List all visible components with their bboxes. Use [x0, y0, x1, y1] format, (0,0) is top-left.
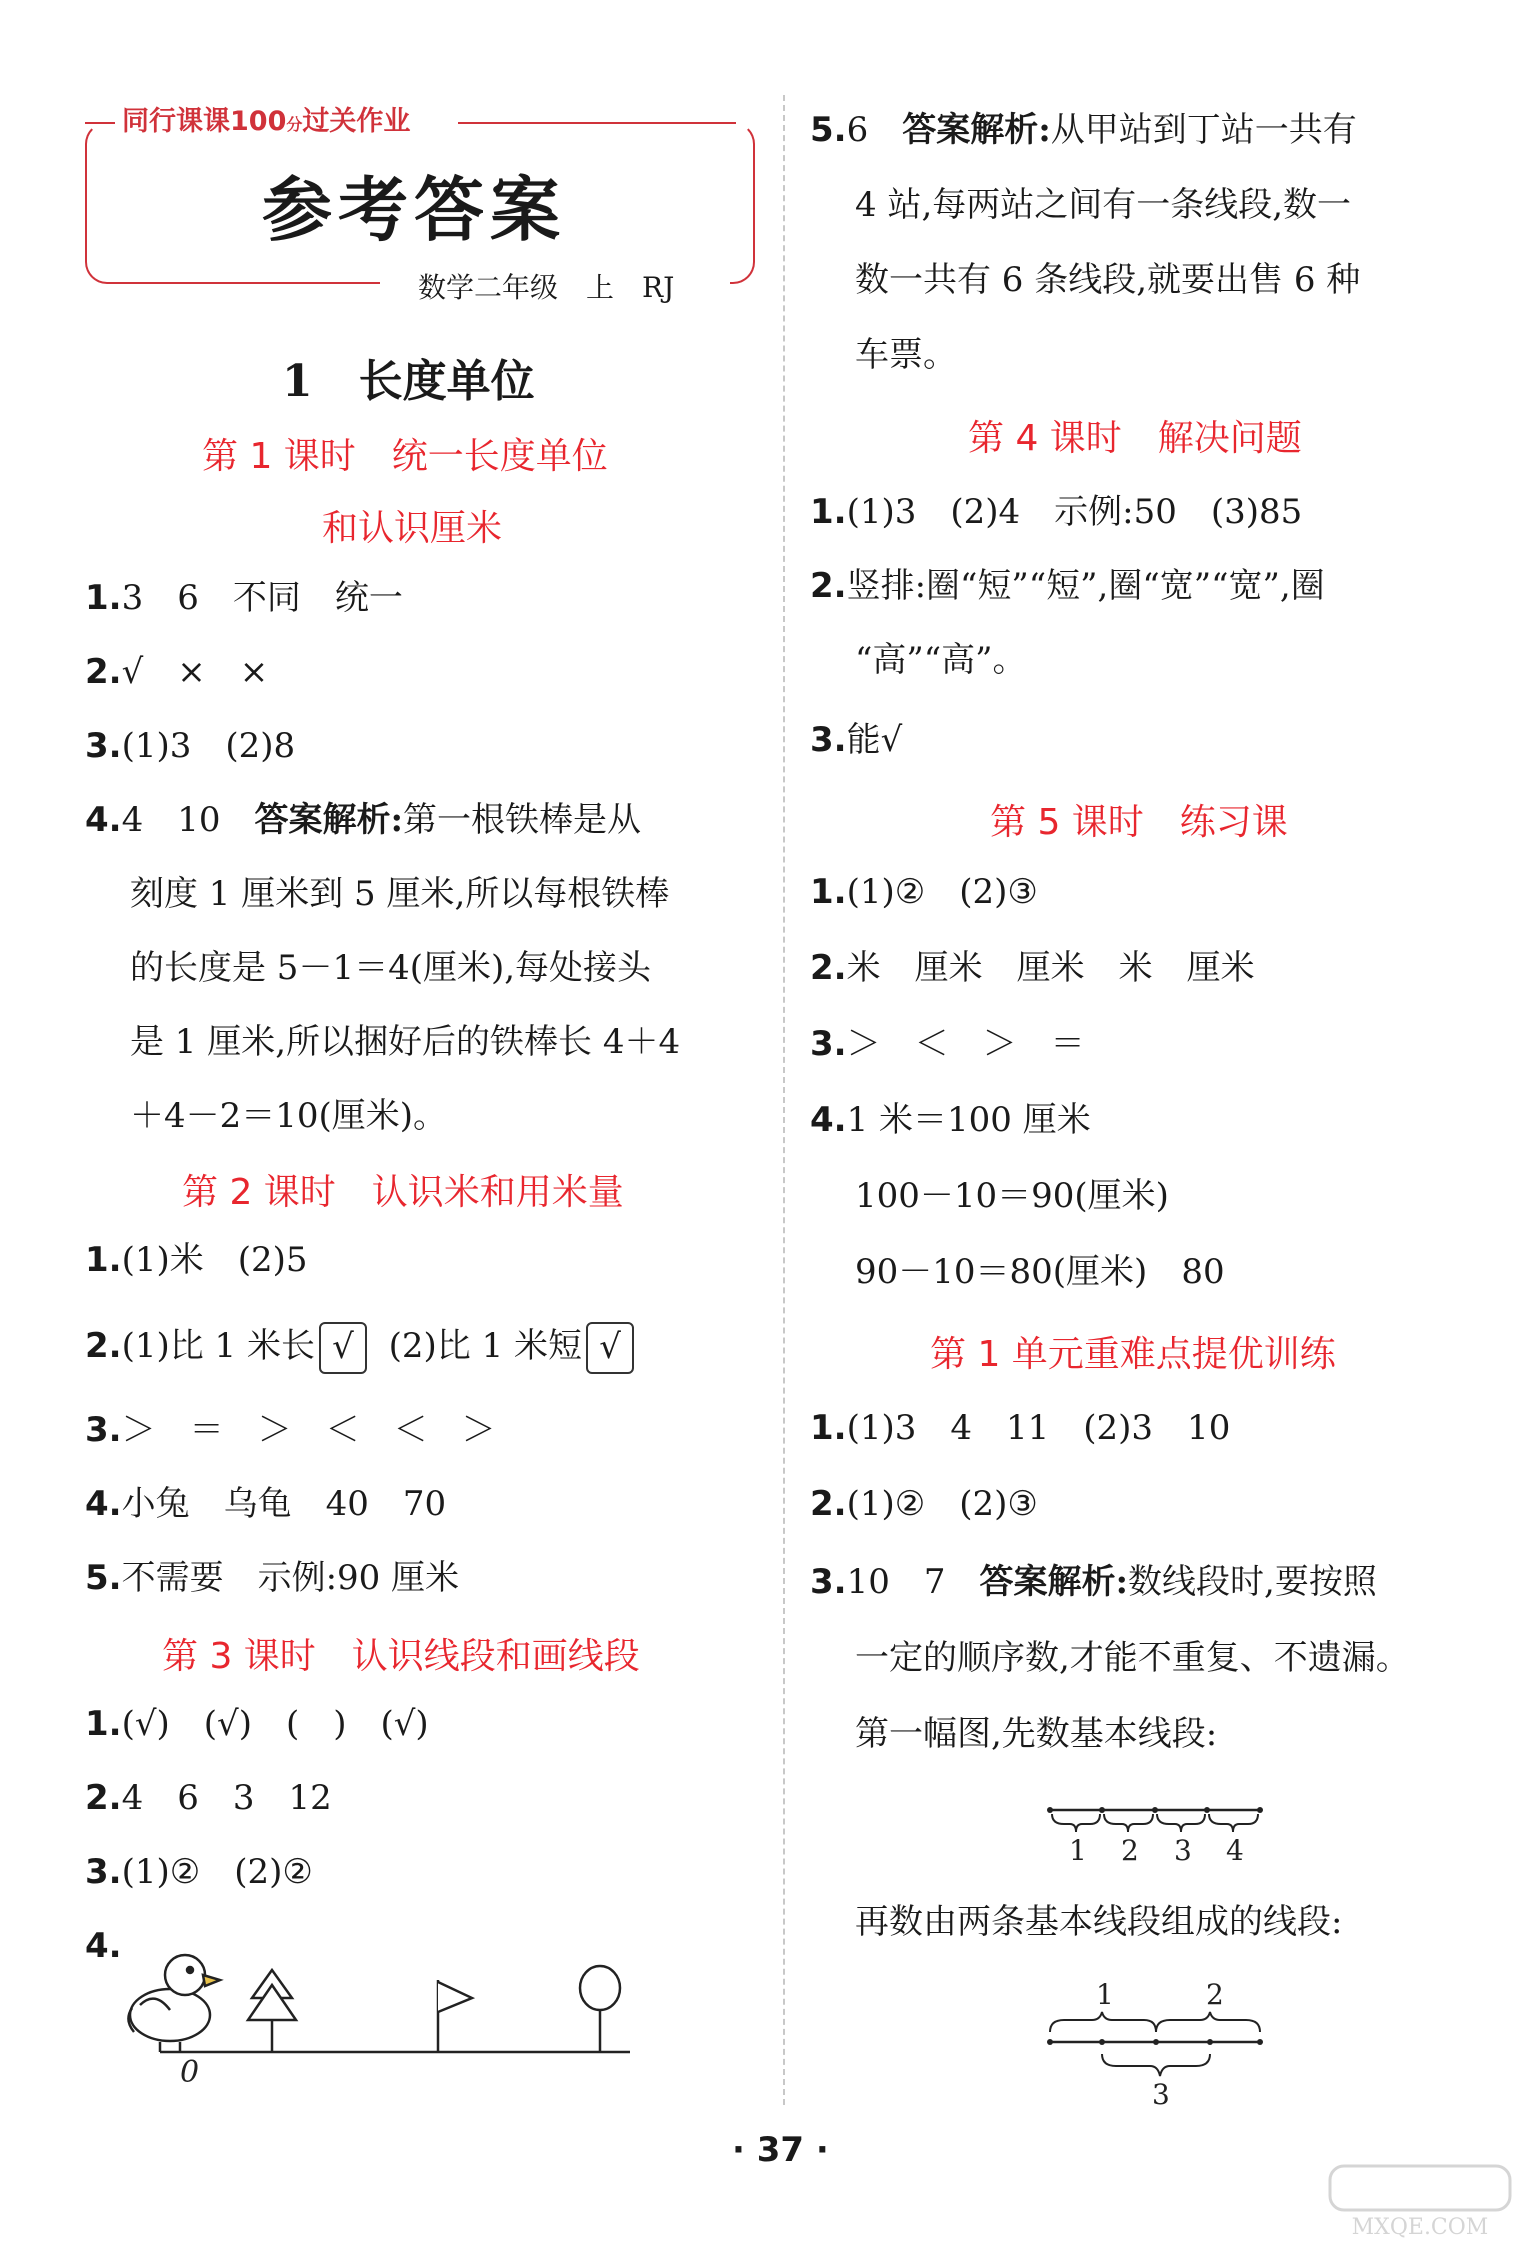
series-title	[122, 104, 410, 140]
answer-line	[85, 1926, 122, 1966]
answer-text: 竖排:圈“短”“短”,圈“宽”“宽”,圈	[846, 566, 1325, 606]
answer-text: (1)3 4 11 (2)3 10	[846, 1408, 1231, 1448]
tree-icon	[248, 1970, 296, 2052]
explanation-line: 刻度 1 厘米到 5 厘米,所以每根铁棒	[130, 874, 670, 914]
answer-line	[810, 1100, 1091, 1140]
explanation-line: 的长度是 5－1＝4(厘米),每处接头	[130, 948, 652, 988]
segment-label: 4	[1226, 1834, 1244, 1867]
series-sup: 分	[286, 115, 303, 134]
answer-line	[85, 1484, 446, 1524]
answer-line	[85, 800, 641, 840]
question-number: 2.	[85, 1326, 122, 1366]
segment-diagram-1	[1040, 1790, 1270, 1870]
explanation-label: 答案解析:	[902, 110, 1051, 150]
answer-text: ＞ ＜ ＞ ＝	[846, 1024, 1085, 1064]
question-number: 3.	[85, 726, 122, 766]
answer-line	[810, 1408, 1230, 1448]
question-number: 1.	[85, 578, 122, 618]
answer-text: (√) (√) ( ) (√)	[121, 1704, 429, 1744]
duck-icon	[128, 1955, 220, 2052]
explanation-line: 是 1 厘米,所以捆好后的铁棒长 4＋4	[130, 1022, 681, 1062]
answer-text: 小兔 乌龟 40 70	[121, 1484, 447, 1524]
explanation-label: 答案解析:	[254, 800, 404, 840]
check-box: √	[586, 1322, 634, 1374]
grade-label: 数学二年级 上 RJ	[418, 271, 675, 304]
answer-line	[810, 872, 1038, 912]
question-number: 4.	[85, 800, 122, 840]
lesson-heading: 第 4 课时 解决问题	[968, 418, 1302, 459]
question-number: 2.	[810, 1484, 847, 1524]
balloon-icon	[580, 1966, 620, 2052]
answer-text: (2)比 1 米短	[388, 1326, 583, 1366]
section-heading: 第 1 单元重难点提优训练	[930, 1334, 1336, 1375]
answer-line	[810, 1484, 1038, 1524]
series-suffix: 过关作业	[302, 106, 411, 137]
explanation-line: 数一共有 6 条线段,就要出售 6 种	[855, 260, 1361, 300]
explanation-line: 车票。	[855, 335, 957, 375]
segment-label: 2	[1206, 1978, 1224, 2011]
question-number: 1.	[810, 872, 847, 912]
answer-text: 不需要 示例:90 厘米	[121, 1558, 460, 1598]
segment-label: 1	[1069, 1834, 1087, 1867]
answer-text: (1)② (2)③	[846, 1484, 1038, 1524]
answer-line	[810, 1562, 1377, 1602]
right-column	[790, 0, 1536, 2246]
answer-text: 能√	[846, 720, 903, 760]
question-number: 4.	[85, 1484, 122, 1524]
answer-text: (1)3 (2)4 示例:50 (3)85	[846, 492, 1303, 532]
explanation-text: 从甲站到丁站一共有	[1050, 110, 1357, 150]
explanation-text: 数线段时,要按照	[1128, 1562, 1377, 1602]
segment-label: 2	[1121, 1834, 1139, 1867]
explanation-label: 答案解析:	[979, 1562, 1129, 1602]
answer-text: 米 厘米 厘米 米 厘米	[846, 948, 1255, 988]
answer-text: (1)比 1 米长	[121, 1326, 315, 1366]
unit-number: 1	[282, 356, 313, 407]
answer-line	[85, 1704, 429, 1744]
answer-text: √ × ×	[121, 652, 269, 692]
lesson-heading: 第 3 课时 认识线段和画线段	[162, 1636, 640, 1677]
answer-line	[810, 948, 1255, 988]
question-number: 4.	[85, 1926, 122, 1966]
answer-line	[85, 726, 295, 766]
explanation-line: 再数由两条基本线段组成的线段:	[855, 1902, 1343, 1942]
series-name: 同行课课100	[122, 106, 287, 137]
answer-line	[85, 1558, 459, 1598]
unit-title: 长度单位	[358, 356, 535, 407]
question-number: 3.	[85, 1410, 122, 1450]
column-divider	[783, 95, 785, 2105]
explanation-line: 4 站,每两站之间有一条线段,数一	[855, 185, 1352, 225]
answer-line	[810, 492, 1302, 532]
answer-line	[810, 110, 1357, 150]
answer-text: 4 10	[121, 800, 255, 840]
answer-line	[810, 720, 902, 760]
question-number: 3.	[85, 1852, 122, 1892]
watermark-logo	[1320, 2160, 1520, 2240]
lesson-heading: 第 5 课时 练习课	[990, 802, 1288, 843]
question-number: 1.	[810, 492, 847, 532]
lesson-heading: 第 1 课时 统一长度单位	[202, 436, 608, 477]
segment-braces	[1052, 1814, 1258, 1832]
segment-label: 3	[1174, 1834, 1192, 1867]
page-title: 参考答案	[262, 168, 566, 251]
explanation-line: 一定的顺序数,才能不重复、不遗漏。	[855, 1638, 1410, 1678]
answer-text: ＞ ＝ ＞ ＜ ＜ ＞	[121, 1410, 496, 1450]
answer-text: 6	[846, 110, 903, 150]
segment-label: 1	[1096, 1978, 1114, 2011]
answer-line	[85, 1778, 332, 1818]
question-number: 4.	[810, 1100, 847, 1140]
lesson-heading: 和认识厘米	[322, 508, 503, 549]
answer-text: (1)② (2)③	[846, 872, 1038, 912]
explanation-line: 第一幅图,先数基本线段:	[855, 1714, 1218, 1754]
question-number: 2.	[85, 652, 122, 692]
answer-text: 10 7	[846, 1562, 980, 1602]
answer-line	[85, 1322, 634, 1374]
zero-label: 0	[180, 2055, 200, 2090]
question-number: 1.	[810, 1408, 847, 1448]
line-drawing-figure	[120, 1920, 650, 2090]
answer-line	[85, 652, 268, 692]
explanation-text: 第一根铁棒是从	[403, 800, 642, 840]
answer-line	[85, 1410, 496, 1450]
header-frame-line	[458, 122, 736, 124]
check-box: √	[319, 1322, 367, 1374]
answer-line	[85, 578, 403, 618]
lesson-heading: 第 2 课时 认识米和用米量	[182, 1172, 624, 1213]
explanation-line: ＋4－2＝10(厘米)。	[130, 1096, 448, 1136]
question-number: 5.	[85, 1558, 122, 1598]
answer-line	[85, 1852, 313, 1892]
question-number: 2.	[810, 566, 847, 606]
segment-diagram-2	[1040, 1970, 1290, 2110]
answer-text: 4 6 3 12	[121, 1778, 332, 1818]
flag-icon	[438, 1980, 472, 2052]
answer-line	[810, 1024, 1085, 1064]
question-number: 5.	[810, 110, 847, 150]
question-number: 3.	[810, 720, 847, 760]
answer-text: (1)米 (2)5	[121, 1240, 308, 1280]
answer-line	[810, 566, 1325, 606]
question-number: 1.	[85, 1704, 122, 1744]
answer-line	[85, 1240, 308, 1280]
question-number: 3.	[810, 1562, 847, 1602]
answer-text: (1)② (2)②	[121, 1852, 313, 1892]
question-number: 3.	[810, 1024, 847, 1064]
header-frame-line	[85, 122, 115, 124]
page-number: · 37 ·	[732, 2130, 829, 2170]
answer-text: 3 6 不同 统一	[121, 578, 403, 618]
answer-line-continued: 100－10＝90(厘米)	[855, 1176, 1169, 1216]
watermark-text: MXQE.COM	[1351, 2215, 1489, 2240]
segment-label: 3	[1152, 2078, 1170, 2110]
question-number: 2.	[810, 948, 847, 988]
question-number: 1.	[85, 1240, 122, 1280]
answer-line-continued: 90－10＝80(厘米) 80	[855, 1252, 1225, 1292]
answer-line-continued: “高”“高”。	[855, 640, 1027, 680]
answer-text: (1)3 (2)8	[121, 726, 296, 766]
answer-text: 1 米＝100 厘米	[846, 1100, 1091, 1140]
question-number: 2.	[85, 1778, 122, 1818]
unit-heading	[282, 345, 535, 409]
